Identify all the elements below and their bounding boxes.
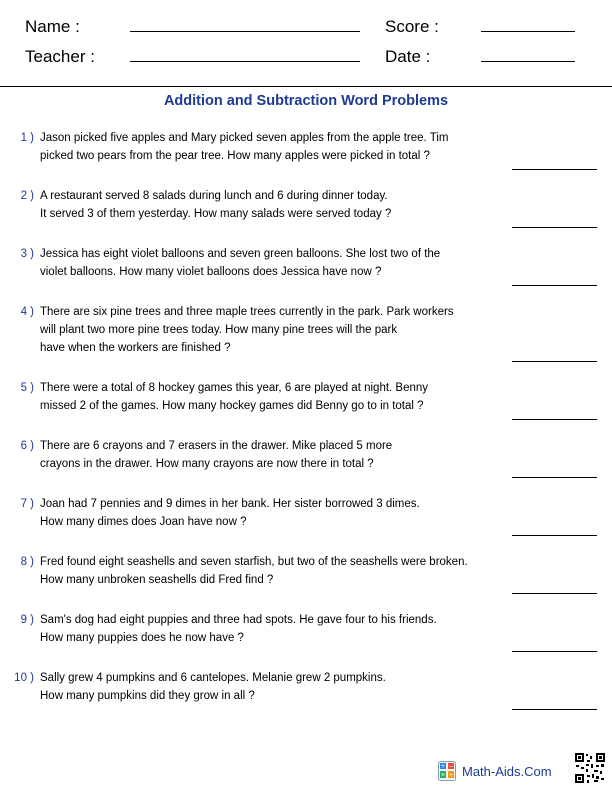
problem-text-line: Jason picked five apples and Mary picked seven apples from the apple tree. Tim [40, 132, 449, 144]
problem-number: 2 ) [20, 190, 34, 202]
problem-text [40, 553, 510, 589]
brand-logo[interactable] [438, 760, 552, 782]
problem-number: 1 ) [20, 132, 34, 144]
answer-blank[interactable] [512, 535, 597, 536]
problem-text-line: violet balloons. How many violet balloons does Jessica have now ? [40, 266, 382, 278]
problem-text-line: There were a total of 8 hockey games this year, 6 are played at night. Benny [40, 382, 429, 394]
calculator-icon [438, 761, 456, 781]
problem-number: 8 ) [20, 556, 34, 568]
problem-number: 7 ) [20, 498, 34, 510]
teacher-label: Teacher : [25, 47, 95, 66]
svg-text:−: − [448, 763, 454, 770]
problem-text [40, 303, 510, 357]
brand-name: Math-Aids.Com [462, 763, 552, 779]
score-field[interactable] [481, 31, 575, 32]
worksheet-title: Addition and Subtraction Word Problems [163, 93, 449, 109]
svg-text:÷: ÷ [448, 771, 454, 779]
problem-text [40, 245, 510, 281]
name-label: Name : [25, 17, 80, 36]
answer-blank[interactable] [512, 285, 597, 286]
problem-number: 4 ) [20, 306, 34, 318]
teacher-field[interactable] [130, 61, 360, 62]
date-label: Date : [385, 47, 431, 66]
date-field[interactable] [481, 61, 575, 62]
problem-text-line: A restaurant served 8 salads during lunch and 6 during dinner today. [40, 190, 388, 202]
score-label: Score : [385, 17, 439, 36]
problem-number: 6 ) [20, 440, 34, 452]
problem-text-line: crayons in the drawer. How many crayons are now there in total ? [40, 458, 374, 470]
answer-blank[interactable] [512, 593, 597, 594]
problem-number: 3 ) [20, 248, 34, 260]
problem-text-line: How many puppies does he now have ? [40, 632, 244, 644]
answer-blank[interactable] [512, 419, 597, 420]
problem-text-line: Jessica has eight violet balloons and seven green balloons. She lost two of the [40, 248, 441, 260]
answer-blank[interactable] [512, 709, 597, 710]
svg-text:×: × [440, 771, 446, 779]
header-divider [0, 86, 612, 87]
problem-text [40, 379, 510, 415]
problem-text-line: There are six pine trees and three maple trees currently in the park. Park workers [40, 306, 454, 318]
problem-text [40, 187, 510, 223]
problem-text-line: will plant two more pine trees today. How many pine trees will the park [40, 324, 398, 336]
answer-blank[interactable] [512, 227, 597, 228]
answer-blank[interactable] [512, 361, 597, 362]
problem-text-line: Joan had 7 pennies and 9 dimes in her bank. Her sister borrowed 3 dimes. [40, 498, 420, 510]
problem-text [40, 495, 510, 531]
problem-text-line: It served 3 of them yesterday. How many salads were served today ? [40, 208, 392, 220]
problem-text-line: Sam's dog had eight puppies and three had spots. He gave four to his friends. [40, 614, 437, 626]
answer-blank[interactable] [512, 651, 597, 652]
qr-code-icon [574, 752, 606, 784]
problem-text-line: How many unbroken seashells did Fred find ? [40, 574, 274, 586]
answer-blank[interactable] [512, 477, 597, 478]
problem-text-line: There are 6 crayons and 7 erasers in the drawer. Mike placed 5 more [40, 440, 393, 452]
problem-text [40, 437, 510, 473]
problem-text-line: Fred found eight seashells and seven starfish, but two of the seashells were broken. [40, 556, 468, 568]
answer-blank[interactable] [512, 169, 597, 170]
problem-number: 10 ) [14, 672, 34, 684]
problem-text [40, 611, 510, 647]
problem-text [40, 129, 510, 165]
problem-text-line: picked two pears from the pear tree. How many apples were picked in total ? [40, 150, 430, 162]
problem-text-line: have when the workers are finished ? [40, 342, 231, 354]
problem-number: 5 ) [20, 382, 34, 394]
problem-number: 9 ) [20, 614, 34, 626]
name-field[interactable] [130, 31, 360, 32]
problem-text-line: How many dimes does Joan have now ? [40, 516, 247, 528]
problem-text-line: missed 2 of the games. How many hockey games did Benny go to in total ? [40, 400, 424, 412]
problem-text-line: How many pumpkins did they grow in all ? [40, 690, 255, 702]
problem-text [40, 669, 510, 705]
svg-text:+: + [440, 763, 446, 770]
problem-text-line: Sally grew 4 pumpkins and 6 cantelopes. Melanie grew 2 pumpkins. [40, 672, 386, 684]
